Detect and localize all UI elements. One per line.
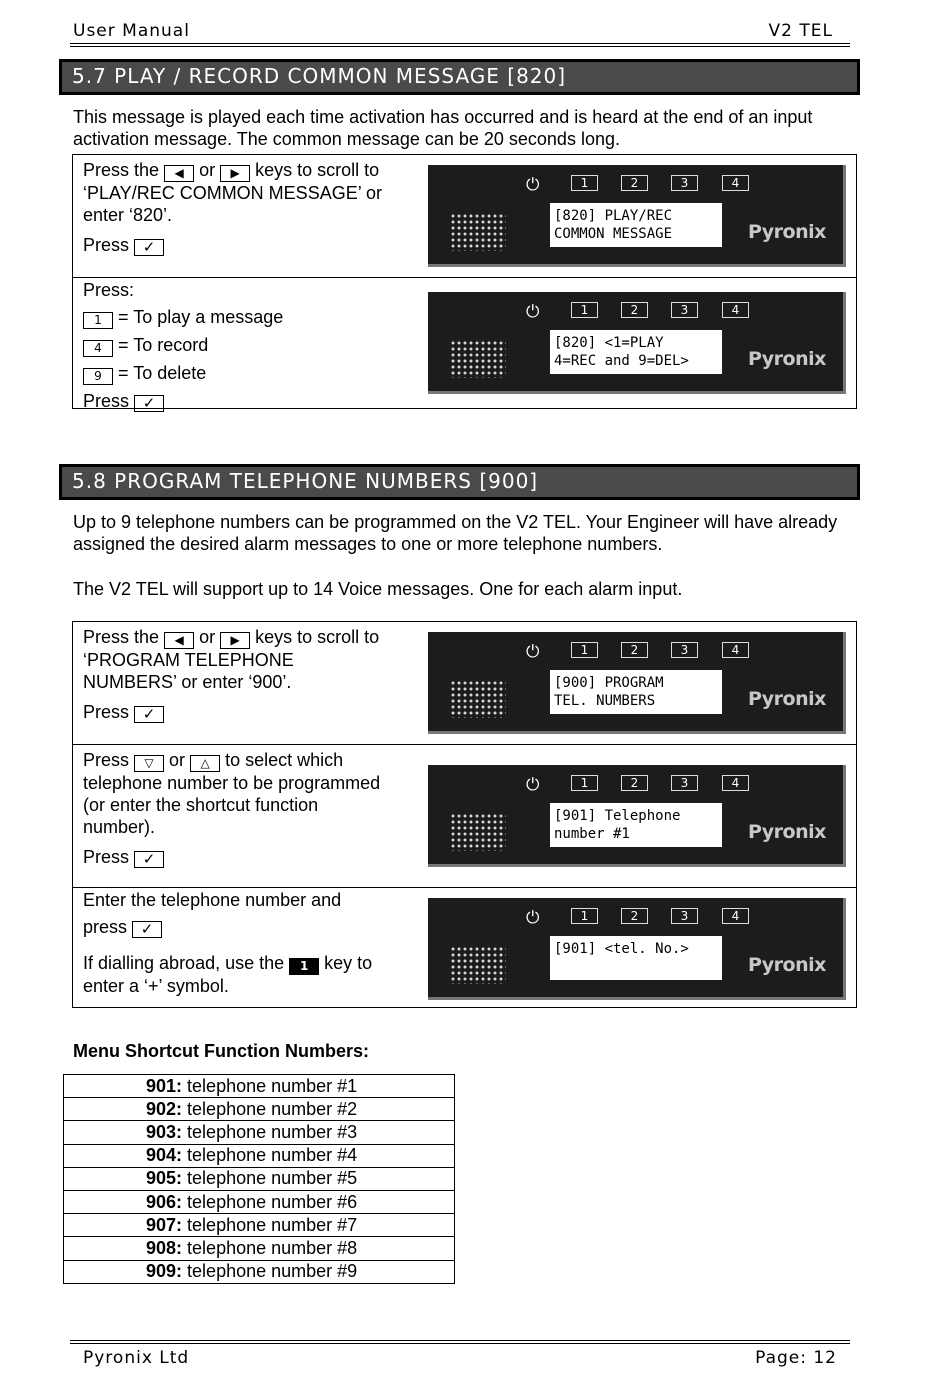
- shortcut-label: telephone number #6: [187, 1191, 358, 1212]
- step-text-b: key to: [324, 953, 373, 973]
- step-heading: Press:: [83, 280, 135, 300]
- zone-2-indicator: 2: [621, 908, 648, 924]
- table-row: [64, 1167, 455, 1190]
- section-57-intro: This message is played each time activation has occurred and is heard at the end of an input activation message. The common message can be 20 seconds long.: [73, 107, 813, 149]
- shortcut-label: telephone number #1: [187, 1075, 358, 1096]
- step-text-a: Press: [83, 750, 130, 770]
- shortcut-label: telephone number #4: [187, 1145, 358, 1166]
- step-text-line3: enter ‘820’.: [83, 205, 173, 225]
- pyronix-logo: Pyronix: [748, 688, 826, 710]
- key-4-icon: 4: [83, 340, 113, 357]
- table-cell: [64, 1167, 455, 1190]
- table-cell: [64, 1098, 455, 1121]
- zone-3-indicator: 3: [671, 302, 698, 318]
- zone-4-indicator: 4: [722, 175, 749, 191]
- zone-3-indicator: 3: [671, 642, 698, 658]
- header-product: V2 TEL: [768, 21, 833, 41]
- table-cell: [64, 1237, 455, 1260]
- section-57-bar: [59, 59, 860, 95]
- step-text-c: to select which: [225, 750, 344, 770]
- pyronix-logo: Pyronix: [748, 954, 826, 976]
- step-text-a: Press the: [83, 160, 160, 180]
- header-rule-2: [70, 46, 850, 47]
- up-key-icon: △: [190, 755, 220, 772]
- step-text-line2: ‘PROGRAM TELEPHONE: [83, 650, 294, 670]
- table-row: [64, 1075, 455, 1098]
- zone-2-indicator: 2: [621, 642, 648, 658]
- press-label: Press: [83, 702, 130, 722]
- tick-key-icon: ✓: [134, 239, 164, 256]
- shortcut-code: 902:: [146, 1098, 183, 1119]
- step-text-line2: telephone number to be programmed: [83, 773, 381, 793]
- section-57-title: 5.7 PLAY / RECORD COMMON MESSAGE [820]: [62, 62, 857, 92]
- shortcut-label: telephone number #9: [187, 1261, 358, 1282]
- step-text-c: keys to scroll to: [255, 160, 380, 180]
- tick-key-icon: ✓: [134, 851, 164, 868]
- keypad-display: [428, 898, 846, 1000]
- press-label: Press: [83, 235, 130, 255]
- zone-2-indicator: 2: [621, 175, 648, 191]
- power-icon: ⏻: [526, 908, 540, 928]
- press-label: Press: [83, 847, 130, 867]
- zone-4-indicator: 4: [722, 302, 749, 318]
- power-icon: ⏻: [526, 642, 540, 662]
- key-1-plus-icon: 1: [289, 958, 319, 975]
- zone-3-indicator: 3: [671, 175, 698, 191]
- step-text: [83, 626, 423, 723]
- shortcuts-table: [63, 1074, 455, 1284]
- press-label: Press: [83, 391, 130, 411]
- shortcut-code: 903:: [146, 1121, 183, 1142]
- table-cell: [64, 1190, 455, 1213]
- option-play: = To play a message: [118, 307, 284, 327]
- power-icon: ⏻: [526, 775, 540, 795]
- tick-key-icon: ✓: [132, 921, 162, 938]
- step-text-line4: enter a ‘+’ symbol.: [83, 976, 229, 996]
- keypad-display: [428, 632, 846, 734]
- footer-company: Pyronix Ltd: [83, 1348, 190, 1368]
- table-row: [64, 1260, 455, 1283]
- shortcut-code: 904:: [146, 1145, 183, 1166]
- section-58-intro-2: The V2 TEL will support up to 14 Voice messages. One for each alarm input.: [73, 579, 683, 599]
- header-rule: [70, 43, 850, 44]
- zone-4-indicator: 4: [722, 642, 749, 658]
- table-row: [64, 1214, 455, 1237]
- section-58-intro: Up to 9 telephone numbers can be programmed on the V2 TEL. Your Engineer will have already assigned the desired alarm messages to one or more telephone numbers.: [73, 512, 838, 554]
- section-57-steps: [72, 154, 857, 412]
- lcd-screen: [900] PROGRAM TEL. NUMBERS: [550, 670, 722, 714]
- shortcut-label: telephone number #8: [187, 1237, 358, 1258]
- lcd-screen: [820] PLAY/REC COMMON MESSAGE: [550, 203, 722, 247]
- zone-4-indicator: 4: [722, 908, 749, 924]
- shortcut-code: 905:: [146, 1168, 183, 1189]
- footer-page-number: Page: 12: [755, 1348, 837, 1368]
- zone-1-indicator: 1: [571, 908, 598, 924]
- step-text: [83, 279, 423, 412]
- table-row: [64, 1121, 455, 1144]
- table-cell: [64, 1260, 455, 1283]
- lcd-screen: [901] Telephone number #1: [550, 803, 722, 847]
- footer-rule: [70, 1340, 850, 1341]
- step-text-line3: (or enter the shortcut function: [83, 795, 319, 815]
- table-row: [64, 1098, 455, 1121]
- step-row: [73, 622, 856, 744]
- down-key-icon: ▽: [134, 755, 164, 772]
- option-delete: = To delete: [118, 363, 207, 383]
- step-text-line3: NUMBERS’ or enter ‘900’.: [83, 672, 292, 692]
- zone-2-indicator: 2: [621, 775, 648, 791]
- speaker-grille-icon: [450, 813, 506, 851]
- step-text-b: or: [199, 160, 216, 180]
- zone-3-indicator: 3: [671, 775, 698, 791]
- zone-1-indicator: 1: [571, 175, 598, 191]
- step-text-line4: number).: [83, 817, 156, 837]
- section-58-title: 5.8 PROGRAM TELEPHONE NUMBERS [900]: [62, 467, 857, 497]
- right-arrow-key-icon: ▶: [220, 165, 250, 182]
- keypad-display: [428, 165, 846, 267]
- keypad-display: [428, 292, 846, 394]
- key-9-icon: 9: [83, 368, 113, 385]
- zone-2-indicator: 2: [621, 302, 648, 318]
- step-text-b: or: [169, 750, 186, 770]
- press-label: press: [83, 917, 128, 937]
- left-arrow-key-icon: ◀: [164, 632, 194, 649]
- shortcut-label: telephone number #5: [187, 1168, 358, 1189]
- shortcut-label: telephone number #7: [187, 1214, 358, 1235]
- table-cell: [64, 1075, 455, 1098]
- shortcuts-title: Menu Shortcut Function Numbers:: [73, 1041, 369, 1061]
- zone-1-indicator: 1: [571, 775, 598, 791]
- shortcut-label: telephone number #2: [187, 1098, 358, 1119]
- pyronix-logo: Pyronix: [748, 821, 826, 843]
- table-cell: [64, 1144, 455, 1167]
- step-text-c: keys to scroll to: [255, 627, 380, 647]
- step-row: [73, 155, 856, 277]
- pyronix-logo: Pyronix: [748, 221, 826, 243]
- zone-1-indicator: 1: [571, 302, 598, 318]
- shortcut-code: 901:: [146, 1075, 183, 1096]
- pyronix-logo: Pyronix: [748, 348, 826, 370]
- key-1-icon: 1: [83, 312, 113, 329]
- zone-1-indicator: 1: [571, 642, 598, 658]
- table-row: [64, 1237, 455, 1260]
- shortcut-label: telephone number #3: [187, 1121, 358, 1142]
- step-text-a: Press the: [83, 627, 160, 647]
- keypad-display: [428, 765, 846, 867]
- step-row: [73, 887, 856, 1007]
- table-cell: [64, 1121, 455, 1144]
- step-text: [83, 749, 423, 868]
- shortcut-code: 907:: [146, 1214, 183, 1235]
- table-row: [64, 1144, 455, 1167]
- shortcut-code: 908:: [146, 1237, 183, 1258]
- table-cell: [64, 1214, 455, 1237]
- header-title: User Manual: [73, 21, 190, 41]
- lcd-screen: [820] <1=PLAY 4=REC and 9=DEL>: [550, 330, 722, 374]
- speaker-grille-icon: [450, 946, 506, 984]
- step-text: [83, 159, 423, 256]
- step-text-line2: ‘PLAY/REC COMMON MESSAGE’ or: [83, 183, 383, 203]
- section-58-steps: [72, 621, 857, 1008]
- table-row: [64, 1190, 455, 1213]
- footer-rule-2: [70, 1343, 850, 1344]
- zone-4-indicator: 4: [722, 775, 749, 791]
- tick-key-icon: ✓: [134, 395, 164, 412]
- right-arrow-key-icon: ▶: [220, 632, 250, 649]
- shortcut-code: 909:: [146, 1261, 183, 1282]
- step-row: [73, 744, 856, 887]
- step-row: [73, 277, 856, 412]
- speaker-grille-icon: [450, 340, 506, 378]
- power-icon: ⏻: [526, 302, 540, 322]
- power-icon: ⏻: [526, 175, 540, 195]
- left-arrow-key-icon: ◀: [164, 165, 194, 182]
- speaker-grille-icon: [450, 213, 506, 251]
- option-record: = To record: [118, 335, 209, 355]
- tick-key-icon: ✓: [134, 706, 164, 723]
- speaker-grille-icon: [450, 680, 506, 718]
- step-text-a: If dialling abroad, use the: [83, 953, 285, 973]
- step-text-line1: Enter the telephone number and: [83, 890, 342, 910]
- shortcut-code: 906:: [146, 1191, 183, 1212]
- step-text-b: or: [199, 627, 216, 647]
- section-58-bar: [59, 464, 860, 500]
- lcd-screen: [901] <tel. No.>: [550, 936, 722, 980]
- zone-3-indicator: 3: [671, 908, 698, 924]
- step-text: [83, 889, 423, 997]
